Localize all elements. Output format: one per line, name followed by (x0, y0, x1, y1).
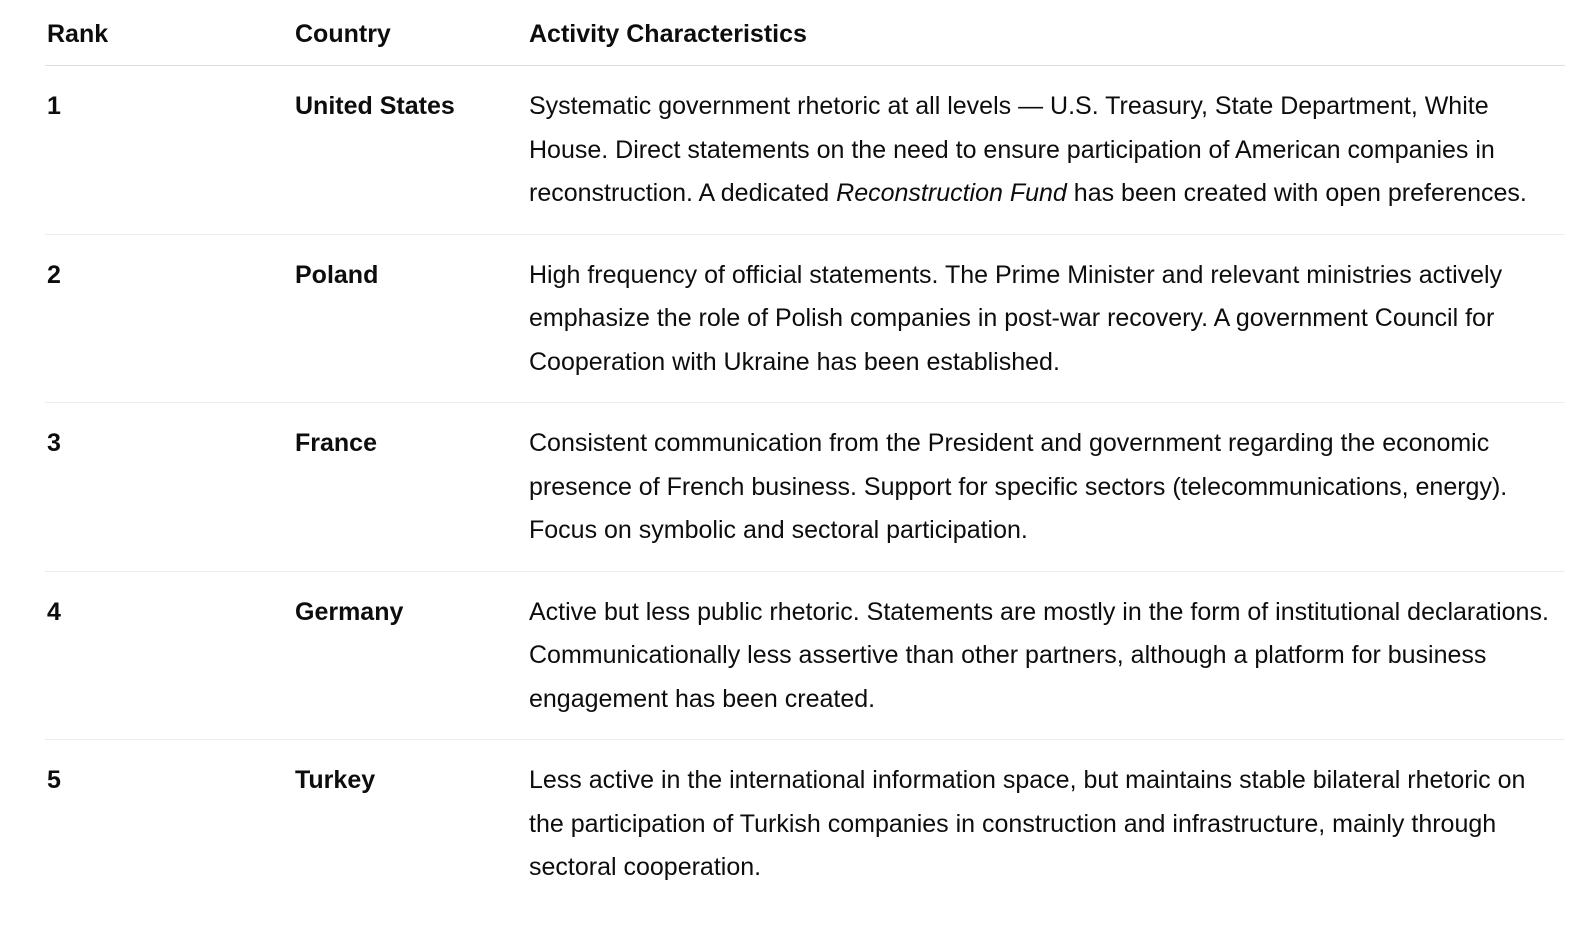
table-row (45, 740, 1565, 908)
activity-text: Less active in the international information space, but maintains stable bilateral rhetoric on the participation of Turkish companies in construction and infrastructure, mainly through sectoral cooperation. (529, 766, 1526, 881)
country-cell: Poland (293, 234, 527, 403)
activity-text: Consistent communication from the President and government regarding the economic presence of French business. Support for specific sectors (telecommunications, energy). Focus on symbolic and sectoral participation. (529, 429, 1508, 544)
rank-cell: 1 (45, 66, 293, 235)
rank-cell: 2 (45, 234, 293, 403)
table-header-row (45, 0, 1565, 66)
rank-cell: 5 (47, 766, 61, 794)
table-header (45, 0, 1565, 66)
country-cell: Germany (293, 571, 527, 740)
table-row (45, 66, 1565, 235)
activity-cell (527, 403, 1565, 572)
activity-text-end: has been created with open preferences. (1066, 179, 1527, 207)
activity-text: High frequency of official statements. The Prime Minister and relevant ministries actively emphasize the role of Polish companies in post-war recovery. A government Council for Cooperation with Ukraine has been established. (529, 260, 1503, 376)
rank-cell: 3 (45, 403, 293, 572)
table-row (45, 234, 1565, 403)
header-activity-characteristics: Activity Characteristics (527, 0, 1565, 66)
header-rank: Rank (45, 0, 293, 66)
activity-text: Systematic government rhetoric at all levels — U.S. Treasury, State Department, White House. Direct statements on the need to ensure participation of American companies in reconstruction. A dedicated (529, 92, 1495, 207)
country-cell: France (293, 403, 527, 572)
activity-cell (527, 234, 1565, 403)
activity-cell (527, 66, 1565, 235)
country-cell: Turkey (295, 766, 376, 794)
header-country: Country (293, 0, 527, 66)
country-ranking-table (45, 0, 1565, 908)
activity-text: Active but less public rhetoric. Statements are mostly in the form of institutional declarations. Communicationally less assertive than other partners, although a platform for business engagement has been created. (529, 597, 1549, 713)
table-row (45, 571, 1565, 740)
table-row (45, 403, 1565, 572)
country-ranking-table-container (45, 0, 1565, 908)
activity-cell (527, 740, 1565, 908)
table-body (45, 66, 1565, 908)
activity-text-emphasis: Reconstruction Fund (836, 179, 1067, 207)
country-cell: United States (293, 66, 527, 235)
rank-cell: 4 (45, 571, 293, 740)
activity-cell (527, 571, 1565, 740)
